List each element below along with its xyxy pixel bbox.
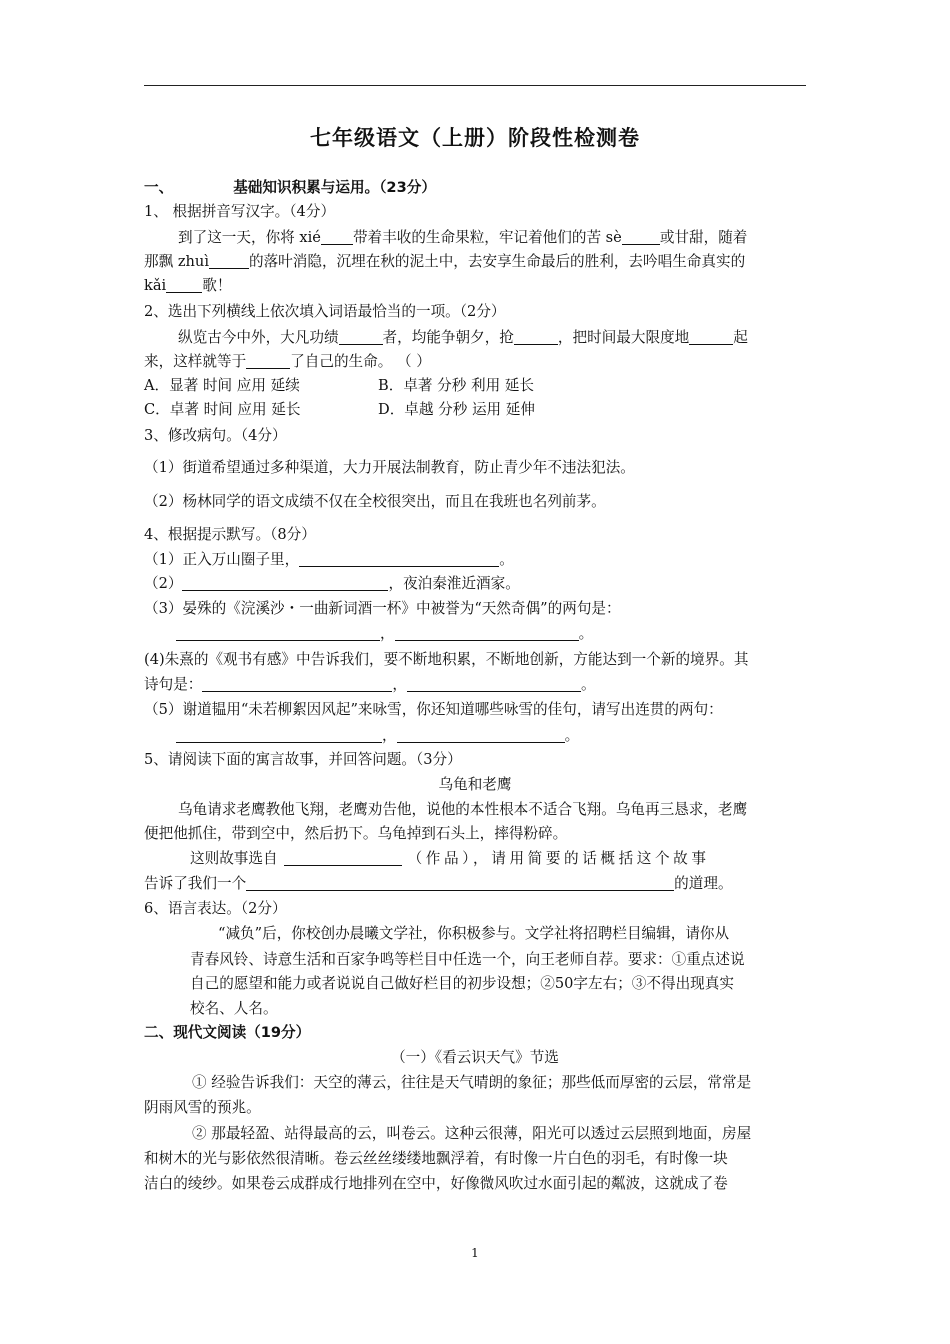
q4-text: 。 bbox=[564, 727, 580, 744]
q6-p3: 自己的愿望和能力或者说说自己做好栏目的初步设想；②50字左右；③不得出现真实 bbox=[190, 975, 734, 992]
q6-p2: 青春风铃、诗意生活和百家争鸣等栏目中任选一个，向王老师自荐。要求：①重点述说 bbox=[190, 951, 745, 968]
q5-text: 告诉了我们一个 bbox=[144, 875, 247, 892]
q5-story-p2: 便把他抓住，带到空中，然后扔下。乌龟掉到石头上，摔得粉碎。 bbox=[144, 825, 568, 842]
q1-line2 bbox=[144, 250, 806, 274]
q4-item5-answer bbox=[176, 724, 806, 748]
q4-text: （1）正入万山圈子里， bbox=[144, 551, 300, 568]
q3-sentence1: （1）街道希望通过多种渠道，大力开展法制教育，防止青少年不违法犯法。 bbox=[144, 459, 635, 476]
section1-heading bbox=[144, 176, 806, 200]
q4-item4-line2 bbox=[144, 673, 806, 697]
q2-options-row1 bbox=[144, 374, 806, 398]
q4-text: ， bbox=[380, 625, 395, 642]
q5-story-p1: 乌龟请求老鹰教他飞翔，老鹰劝告他，说他的本性根本不适合飞翔。乌龟再三恳求，老鹰 bbox=[178, 801, 748, 818]
q5-blank-moral[interactable] bbox=[246, 874, 674, 891]
section2-subtitle: （一）《看云识天气》节选 bbox=[391, 1049, 559, 1066]
q5-text: 这则故事选自 bbox=[190, 850, 278, 867]
q1-blank-se[interactable] bbox=[622, 228, 660, 245]
q1-blank-xie[interactable] bbox=[321, 228, 353, 245]
page-title: 七年级语文（上册）阶段性检测卷 bbox=[310, 126, 640, 150]
q3-sentence2: （2）杨林同学的语文成绩不仅在全校很突出，而且在我班也名列前茅。 bbox=[144, 493, 606, 510]
q4-item3: （3）晏殊的《浣溪沙・一曲新词酒一杯》中被誉为“天然奇偶”的两句是： bbox=[144, 600, 621, 617]
q4-item2 bbox=[144, 572, 806, 596]
q5-answer-line1 bbox=[190, 847, 806, 871]
q1-text: 带着丰收的生命果粒，牢记着他们的苦 sè bbox=[352, 229, 622, 246]
q5-answer-line2 bbox=[144, 872, 806, 896]
q4-blank-3b[interactable] bbox=[395, 624, 579, 641]
q6-head: 6、语言表达。（2分） bbox=[144, 900, 287, 917]
q6-p1: “减负”后，你校创办晨曦文学社，你积极参与。文学社将招聘栏目编辑，请你从 bbox=[218, 925, 730, 942]
q5-blank-work[interactable] bbox=[284, 849, 402, 866]
q4-blank-4a[interactable] bbox=[202, 675, 392, 692]
q6-p4: 校名、人名。 bbox=[190, 1000, 278, 1017]
q5-head: 5、请阅读下面的寓言故事，并回答问题。（3分） bbox=[144, 751, 462, 768]
q4-text: 诗句是： bbox=[144, 676, 203, 693]
q2-options-row2 bbox=[144, 398, 806, 422]
q5-text: 的道理。 bbox=[674, 875, 733, 892]
q2-text: ，把时间最大限度地 bbox=[557, 329, 690, 346]
q4-head: 4、根据提示默写。（8分） bbox=[144, 526, 316, 543]
q1-blank-kai[interactable] bbox=[166, 276, 202, 293]
q2-text: 纵览古今中外，大凡功绩 bbox=[178, 329, 339, 346]
q1-text: 或甘甜，随着 bbox=[659, 229, 748, 246]
passage-p1-line1: ① 经验告诉我们：天空的薄云，往往是天气晴朗的象征；那些低而厚密的云层，常常是 bbox=[192, 1074, 752, 1091]
section2-heading: 二、现代文阅读（19分） bbox=[144, 1024, 311, 1041]
q4-text: ， bbox=[382, 727, 397, 744]
q4-blank-5b[interactable] bbox=[397, 726, 565, 743]
q2-head: 2、选出下列横线上依次填入词语最恰当的一项。（2分） bbox=[144, 303, 506, 320]
q2-option-b[interactable]: B．卓著 分秒 利用 延长 bbox=[378, 377, 534, 394]
q1-text: kǎi bbox=[144, 277, 167, 294]
q2-option-a[interactable]: A．显著 时间 应用 延续 bbox=[144, 377, 300, 394]
q4-blank-1[interactable] bbox=[299, 550, 499, 567]
page-number: 1 bbox=[471, 1246, 479, 1260]
section1-title: 基础知识积累与运用。（23分） bbox=[233, 179, 436, 196]
q4-blank-2[interactable] bbox=[182, 574, 388, 591]
q1-text: 到了这一天，你将 xié bbox=[178, 229, 321, 246]
q2-option-c[interactable]: C．卓著 时间 应用 延长 bbox=[144, 401, 301, 418]
q4-item1 bbox=[144, 548, 806, 572]
q2-text: 者，均能争朝夕，抢 bbox=[382, 329, 514, 346]
q4-text: （2） bbox=[144, 575, 183, 592]
q1-text: 的落叶消隐，沉埋在秋的泥土中，去安享生命最后的胜利，去吟唱生命真实的 bbox=[248, 253, 746, 270]
q5-story-title: 乌龟和老鹰 bbox=[438, 776, 512, 793]
q1-text: 那飘 zhuì bbox=[144, 253, 209, 270]
q4-blank-5a[interactable] bbox=[176, 726, 382, 743]
header-rule bbox=[144, 85, 806, 86]
q4-blank-3a[interactable] bbox=[176, 624, 380, 641]
q2-text: 来，这样就等于 bbox=[144, 353, 247, 370]
q2-text: 起 bbox=[733, 329, 748, 346]
section1-num: 一、 bbox=[144, 179, 174, 196]
q4-text: ， bbox=[392, 676, 407, 693]
q2-option-d[interactable]: D．卓越 分秒 运用 延伸 bbox=[378, 401, 535, 418]
q4-text: 。 bbox=[499, 551, 514, 568]
q2-line1 bbox=[178, 326, 806, 350]
passage-p2-line2: 和树木的光与影依然很清晰。卷云丝丝缕缕地飘浮着，有时像一片白色的羽毛，有时像一块 bbox=[144, 1150, 728, 1167]
q2-answer-paren: 了自己的生命。 （ ） bbox=[290, 353, 431, 370]
q1-line1 bbox=[178, 226, 806, 250]
q1-line3 bbox=[144, 274, 806, 298]
q4-text: 。 bbox=[578, 625, 594, 642]
q4-blank-4b[interactable] bbox=[407, 675, 581, 692]
q3-head: 3、修改病句。（4分） bbox=[144, 427, 287, 444]
passage-p2-line1: ② 那最轻盈、站得最高的云，叫卷云。这种云很薄，阳光可以透过云层照到地面，房屋 bbox=[192, 1125, 752, 1142]
q4-text: ，夜泊秦淮近酒家。 bbox=[388, 575, 520, 592]
q2-blank-1[interactable] bbox=[339, 328, 383, 345]
q4-item3-answer bbox=[176, 622, 806, 646]
q2-blank-4[interactable] bbox=[246, 352, 290, 369]
q4-item4-line1: (4)朱熹的《观书有感》中告诉我们，要不断地积累，不断地创新，方能达到一个新的境界。其 bbox=[144, 651, 749, 668]
passage-p2-line3: 洁白的绫纱。如果卷云成群成行地排列在空中，好像微风吹过水面引起的粼波，这就成了卷 bbox=[144, 1175, 728, 1192]
q2-blank-2[interactable] bbox=[514, 328, 558, 345]
q1-blank-zhui[interactable] bbox=[209, 252, 249, 269]
q4-item5: （5）谢道韫用“未若柳絮因风起”来咏雪，你还知道哪些咏雪的佳句，请写出连贯的两句： bbox=[144, 701, 723, 718]
q1-head: 1、 根据拼音写汉字。（4分） bbox=[144, 203, 336, 220]
q2-blank-3[interactable] bbox=[689, 328, 733, 345]
q4-text: 。 bbox=[581, 676, 596, 693]
q5-text: （作品），请用简要的话概括这个故事 bbox=[407, 850, 710, 867]
passage-p1-line2: 阴雨风雪的预兆。 bbox=[144, 1099, 261, 1116]
q1-text: 歌！ bbox=[202, 277, 232, 294]
q2-line2 bbox=[144, 350, 806, 374]
